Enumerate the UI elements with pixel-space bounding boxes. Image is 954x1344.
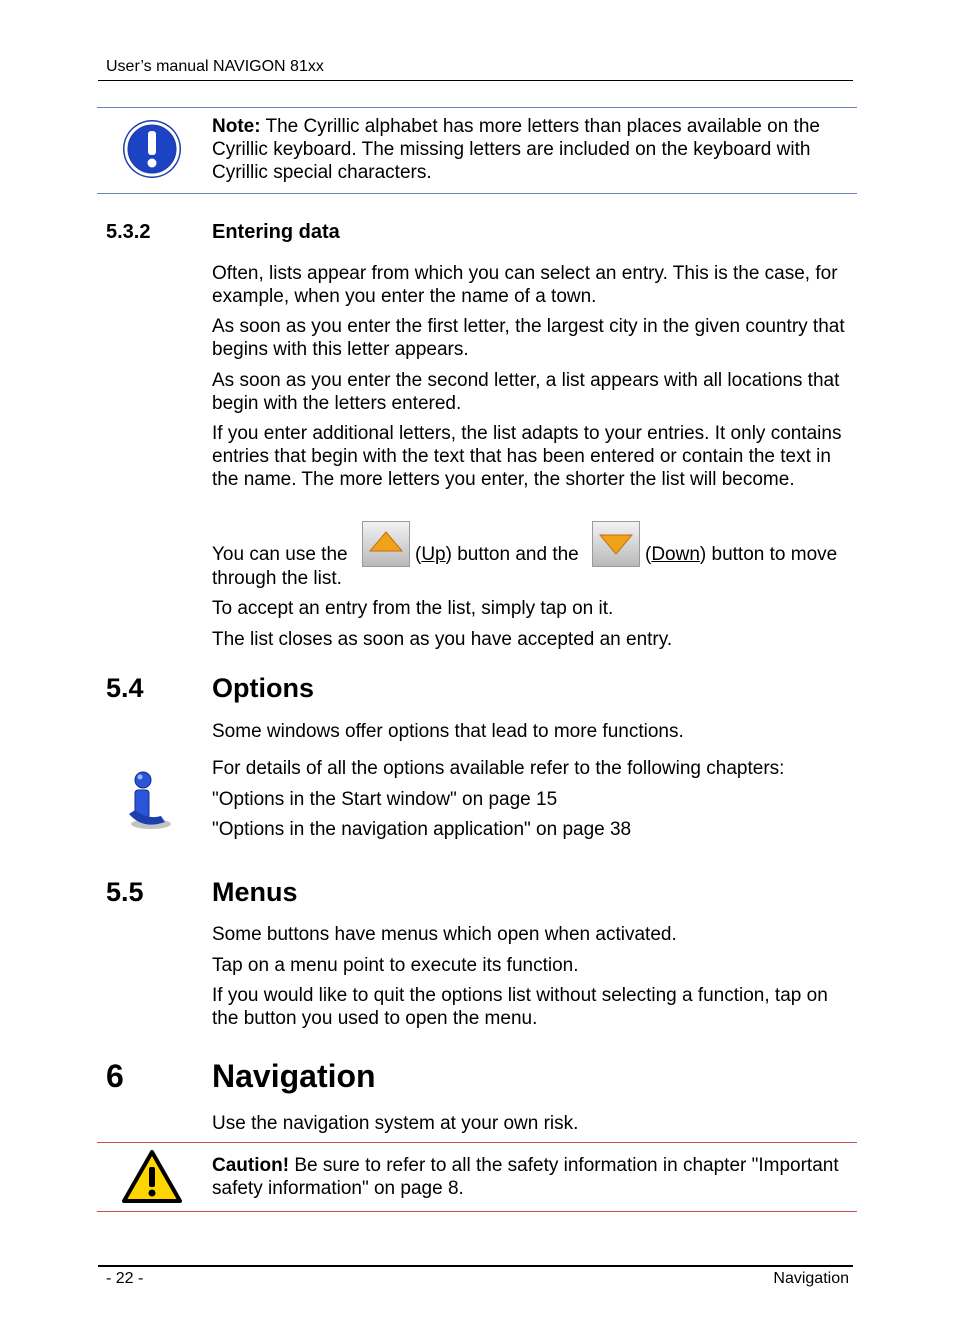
cross-reference: "Options in the Start window" on page 15 <box>212 789 558 810</box>
page-number: - 22 - <box>106 1270 144 1287</box>
cross-reference: "Options in the navigation application" on page 38 <box>212 819 632 840</box>
up-arrow-button-icon <box>362 521 410 567</box>
section-title: Options <box>212 673 314 703</box>
paragraph: Often, lists appear from which you can select an entry. This is the case, for example, when you enter the name of a town. <box>212 263 838 307</box>
up-label: (Up) button and the <box>415 544 579 565</box>
paragraph: Some buttons have menus which open when activated. <box>212 924 677 945</box>
paragraph: To accept an entry from the list, simply tap on it. <box>212 598 614 619</box>
note-text <box>212 115 852 184</box>
running-header: User’s manual NAVIGON 81xx <box>106 58 324 75</box>
caution-label: Caution! <box>212 1155 290 1176</box>
header-rule <box>98 80 853 81</box>
info-person-icon <box>121 770 179 832</box>
chapter-title: Navigation <box>212 1058 376 1094</box>
section-number: 5.4 <box>106 673 144 703</box>
caution-body: Be sure to refer to all the safety information in chapter "Important safety information" on page 8. <box>212 1155 839 1199</box>
paragraph-buttons: You can use the <box>212 544 348 565</box>
section-title: Menus <box>212 877 298 907</box>
paragraph: As soon as you enter the first letter, the largest city in the given country that begins with this letter appears. <box>212 316 845 360</box>
note-body: The Cyrillic alphabet has more letters than places available on the Cyrillic keyboard. The missing letters are included on the keyboard with Cyrillic special characters. <box>212 116 820 183</box>
paragraph: As soon as you enter the second letter, a list appears with all locations that begin with the letters entered. <box>212 370 840 414</box>
paragraph: If you would like to quit the options list without selecting a function, tap on the button you used to open the menu. <box>212 985 828 1029</box>
paragraph: If you enter additional letters, the list adapts to your entries. It only contains entries that begin with the text that has been entered or contain the text in the name. The more letters you enter, the shorter the list will become. <box>212 423 842 490</box>
paragraph: Tap on a menu point to execute its function. <box>212 955 579 976</box>
footer-section: Navigation <box>773 1270 849 1287</box>
exclamation-icon <box>121 118 183 180</box>
chapter-number: 6 <box>106 1058 124 1094</box>
paragraph: The list closes as soon as you have accepted an entry. <box>212 629 673 650</box>
footer-rule <box>98 1265 853 1267</box>
warning-triangle-icon <box>121 1149 183 1205</box>
paragraph: Some windows offer options that lead to more functions. <box>212 721 684 742</box>
paragraph: Use the navigation system at your own risk. <box>212 1113 579 1134</box>
down-label: (Down) button to move <box>645 544 838 565</box>
note-label: Note: <box>212 116 261 137</box>
paragraph: For details of all the options available refer to the following chapters: <box>212 758 785 779</box>
down-arrow-button-icon <box>592 521 640 567</box>
section-title: Entering data <box>212 221 340 243</box>
section-number: 5.3.2 <box>106 221 151 243</box>
caution-text <box>212 1154 852 1200</box>
paragraph: through the list. <box>212 568 342 589</box>
section-number: 5.5 <box>106 877 144 907</box>
